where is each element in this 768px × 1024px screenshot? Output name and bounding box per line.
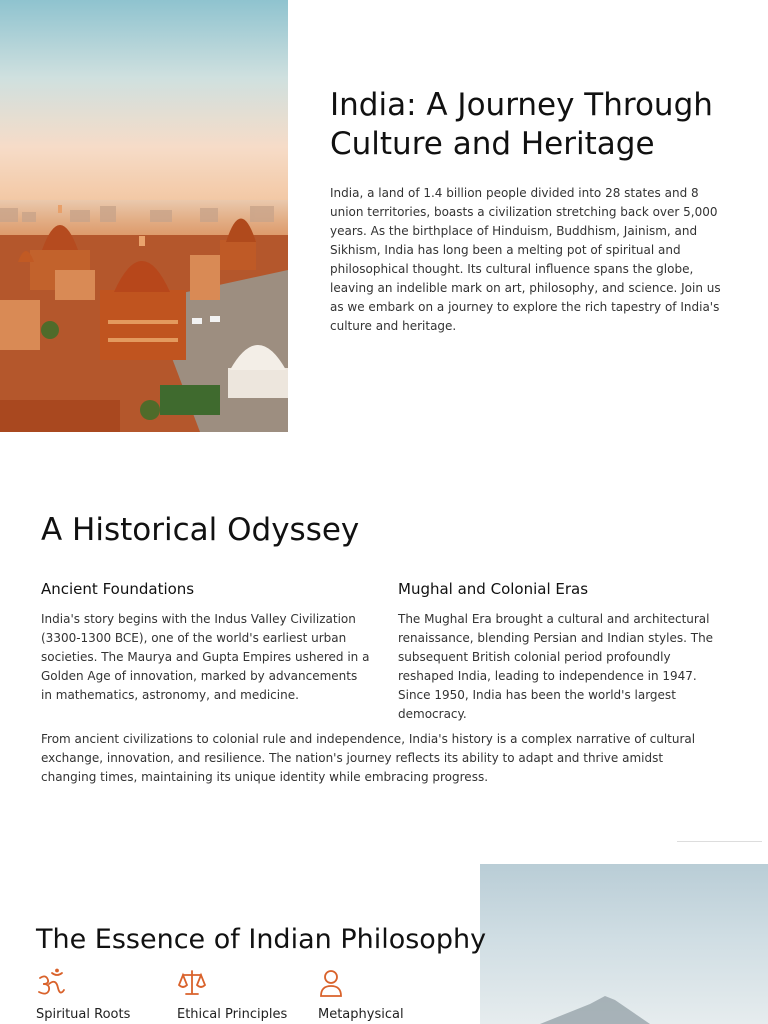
history-section xyxy=(41,510,731,784)
mountain-image xyxy=(480,864,768,1024)
feature-spiritual-roots xyxy=(36,968,171,1024)
history-column-heading: Mughal and Colonial Eras xyxy=(398,580,589,598)
scales-icon xyxy=(177,968,312,1000)
hero-description: India, a land of 1.4 billion people divided into 28 states and 8 union territories, boasts a civilization stretching back over 5,000 years. As the birthplace of Hinduism, Buddhism, Jainism, and Sikhism, India has long been a melting pot of spiritual and philosophical thought. Its cultural influence spans the globe, leaving an indelible mark on art, philosophy, and science. Join us as we embark on a journey to explore the rich tapestry of India's culture and heritage. xyxy=(330,186,721,333)
mountain-illustration xyxy=(480,864,768,1024)
history-column-mughal xyxy=(398,578,728,724)
history-column-heading: Ancient Foundations xyxy=(41,580,195,598)
history-column-text: India's story begins with the Indus Valley Civilization (3300-1300 BCE), one of the world's earliest urban societies. The Maurya and Gupta Empires ushered in a Golden Age of innovation, marked by advancements in mathematics, astronomy, and medicine. xyxy=(41,612,370,702)
philosophy-title: The Essence of Indian Philosophy xyxy=(36,924,487,955)
history-summary: From ancient civilizations to colonial rule and independence, India's history is a complex narrative of cultural exchange, innovation, and resilience. The nation's journey reflects its ability to adapt and thrive amidst changing times, maintaining its unique identity while embracing progress. xyxy=(41,732,696,784)
hero-title: India: A Journey Through Culture and Heritage xyxy=(330,87,713,162)
feature-ethical-principles xyxy=(177,968,312,1024)
feature-label: Spiritual Roots xyxy=(36,1007,131,1022)
hero-text xyxy=(330,86,730,348)
temple-city-illustration xyxy=(0,0,288,432)
om-icon xyxy=(36,968,171,1000)
feature-label: Ethical Principles xyxy=(177,1007,288,1022)
history-column-ancient xyxy=(41,578,371,705)
person-icon xyxy=(318,968,453,1000)
hero-city-image xyxy=(0,0,288,432)
feature-metaphysical xyxy=(318,968,453,1024)
feature-label: Metaphysical xyxy=(318,1007,404,1022)
history-title: A Historical Odyssey xyxy=(41,512,360,548)
history-column-text: The Mughal Era brought a cultural and architectural renaissance, blending Persian and Indian styles. The subsequent British colonial period profoundly reshaped India, leading to independence in 1947. Since 1950, India has been the world's largest democracy. xyxy=(398,612,714,721)
divider xyxy=(677,841,762,842)
